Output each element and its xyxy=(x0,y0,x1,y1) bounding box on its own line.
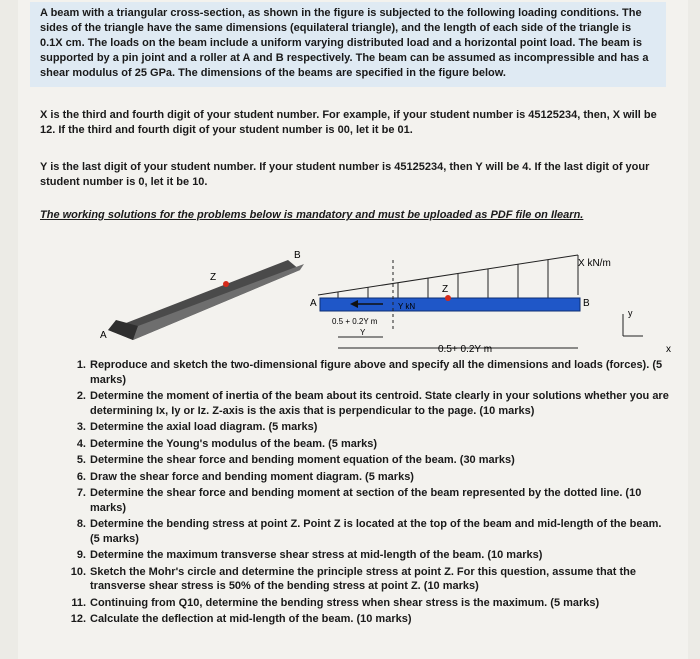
prism-face-side xyxy=(133,264,304,340)
axial-load-label: Y kN xyxy=(398,302,416,311)
beam-figure xyxy=(38,240,678,360)
question-item: 11. Continuing from Q10, determine the bending stress when shear stress is the maximum. (5 marks) xyxy=(71,596,600,609)
question-list xyxy=(64,358,674,629)
document-page xyxy=(18,0,688,659)
point-b-label: B xyxy=(583,298,590,309)
label-a-3d: A xyxy=(100,330,107,341)
question-item: 6. Draw the shear force and bending moment diagram. (5 marks) xyxy=(76,470,414,483)
question-item: 12. Calculate the deflection at mid-length of the beam. (10 marks) xyxy=(70,613,412,625)
point-a-label: A xyxy=(310,298,317,309)
intro-text-c: The beam can be assumed as incompressible and has a shear modulus of 25 GPa. The dimensions of the beams are specified in the figure below. xyxy=(40,52,649,79)
question-item: 9. Determine the maximum transverse shear stress at mid-length of the beam. (10 marks) xyxy=(76,549,543,561)
label-z-3d: Z xyxy=(210,272,217,283)
question-item: 3. Determine the axial load diagram. (5 marks) xyxy=(76,421,318,433)
question-item: 8. Determine the bending stress at point Z. Point Z is located at the top of the beam and mid-length of the beam. (5 marks) xyxy=(76,518,662,545)
question-item: 7. Determine the shear force and bending moment at section of the beam represented by the dotted line. (10 marks) xyxy=(76,487,642,514)
load-label: X kN/m xyxy=(578,258,611,269)
point-z-marker-3d xyxy=(223,281,229,287)
question-item: 10. Sketch the Mohr's circle and determine the principle stress at point Z. For this question, assume that the transverse shear stress is 50% of the bending stress at point Z. (10 marks) xyxy=(70,565,637,592)
question-item: 4. Determine the Young's modulus of the beam. (5 marks) xyxy=(76,437,378,450)
dim-y-label: Y xyxy=(360,328,366,337)
dim-small-label: 0.5 + 0.2Y m xyxy=(332,317,378,326)
point-z-label: Z xyxy=(442,284,449,295)
axis-x-label: x xyxy=(666,344,671,355)
dim-total-label: 0.5+ 0.2Y m xyxy=(438,344,493,355)
point-z-marker xyxy=(445,295,451,301)
intro-paragraph xyxy=(40,6,656,81)
mandatory-note: The working solutions for the problems below is mandatory and must be uploaded as PDF file on Ilearn. xyxy=(40,209,584,221)
intro-text-b: The beam is supported by a pin joint and a roller at A and B respectively. xyxy=(40,37,643,64)
label-b-3d: B xyxy=(294,250,301,261)
prism-3d xyxy=(108,260,304,340)
question-item: 2. Determine the moment of inertia of the beam about its centroid. State clearly in your solutions whether you are determining Ix, Iy or Iz. Z-axis is the axis that is perpendicular to the page. (10 marks) xyxy=(76,390,669,417)
x-rule-paragraph: X is the third and fourth digit of your student number. For example, if your student number is 45125234, then, X will be 12. If the third and fourth digit of your student number is 00, let it be 01. xyxy=(40,109,657,136)
question-item: 1. Reproduce and sketch the two-dimensional figure above and specify all the dimensions and loads (forces). (5 marks) xyxy=(76,359,663,386)
question-item: 5. Determine the shear force and bending moment equation of the beam. (30 marks) xyxy=(76,454,515,466)
problem-statement-box xyxy=(30,2,666,87)
y-rule-paragraph: Y is the last digit of your student number. If your student number is 45125234, then Y will be 4. If the last digit of your student number is 0, let it be 10. xyxy=(40,161,650,188)
intro-text-a: A beam with a triangular cross-section, as shown in the figure is subjected to the following loading conditions. The sides of the triangle have the same dimensions (equilateral triangle), and the length of each side of the triangle is 0.1X cm. The loads on the beam include a uniform varying distributed load and a horizontal point load. xyxy=(40,7,642,49)
axis-y-label: y xyxy=(628,308,633,318)
